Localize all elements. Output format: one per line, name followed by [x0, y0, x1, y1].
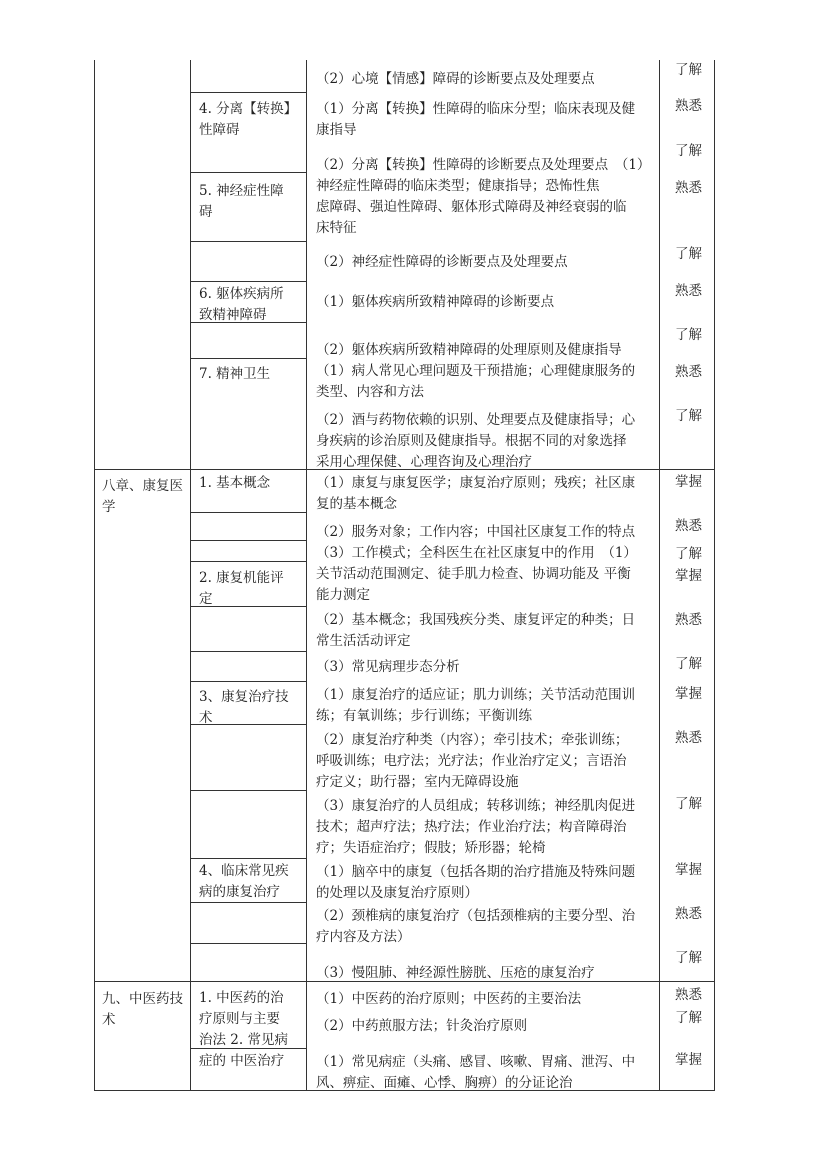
- content-item: （2）酒与药物依赖的识别、处理要点及健康指导；心 身疾病的诊治原则及健康指导。根据不同的对象选择 采用心理保健、心理咨询及心理治疗: [316, 412, 636, 470]
- section-row-divider: [190, 92, 306, 93]
- section-row-divider: [190, 358, 306, 359]
- table-border-left: [94, 60, 95, 1091]
- level-label: 熟悉: [675, 906, 702, 922]
- content-item: （2）康复治疗种类（内容）；牵引技术；牵张训练； 呼吸训练；电疗法；光疗法；作业治疗定义；言语治 疗定义；助行器；室内无障碍设施: [316, 732, 629, 790]
- section-title: 4、临床常见疾 病的康复治疗: [199, 863, 289, 900]
- level-label: 了解: [675, 246, 702, 262]
- table-border-right: [714, 60, 715, 1091]
- section-row-divider: [190, 561, 306, 562]
- level-label: 了解: [675, 62, 702, 78]
- section-title: 7. 精神卫生: [199, 366, 271, 382]
- level-label: 熟悉: [675, 98, 702, 114]
- section-row-divider: [190, 281, 306, 282]
- section-row-divider: [190, 241, 306, 242]
- section-row-divider: [190, 790, 306, 791]
- section-row-divider: [190, 172, 306, 173]
- content-item: （1）分离【转换】性障碍的临床分型；临床表现及健 康指导: [316, 101, 636, 138]
- section-row-divider: [190, 512, 306, 513]
- section-title: 4. 分离【转换】 性障碍: [199, 101, 298, 138]
- section-title: 6. 躯体疾病所 致精神障碍: [199, 286, 284, 323]
- content-item: （2）神经症性障碍的诊断要点及处理要点: [316, 254, 568, 270]
- level-label: 了解: [675, 408, 702, 424]
- level-label: 掌握: [675, 686, 702, 702]
- col-divider-1: [190, 60, 191, 1091]
- level-label: 了解: [675, 796, 702, 812]
- level-label: 掌握: [675, 862, 702, 878]
- content-item: （2）心境【情感】障碍的诊断要点及处理要点: [316, 71, 595, 87]
- section-row-divider: [190, 540, 306, 541]
- level-label: 熟悉: [675, 730, 702, 746]
- level-label: 熟悉: [675, 987, 702, 1003]
- section-title: 5. 神经症性障 碍: [199, 183, 284, 220]
- level-label: 熟悉: [675, 364, 702, 380]
- col-divider-2: [306, 60, 307, 1091]
- level-label: 了解: [675, 1010, 702, 1026]
- level-label: 掌握: [675, 568, 702, 584]
- content-item: （1）康复与康复医学；康复治疗原则；残疾；社区康 复的基本概念: [316, 475, 636, 512]
- content-item: （1）常见病症（头痛、感冒、咳嗽、胃痛、泄泻、中 风、痹症、面瘫、心悸、胸痹）的分证论治: [316, 1054, 636, 1091]
- section-title: 1. 中医药的治 疗原则与主要 治法 2. 常见病: [199, 990, 288, 1048]
- content-item: （1）中医药的治疗原则；中医药的主要治法: [316, 991, 582, 1007]
- level-label: 了解: [675, 546, 702, 562]
- level-label: 了解: [675, 327, 702, 343]
- section-title: 1. 基本概念: [199, 475, 271, 491]
- chapter-title: 八章、康复医 学: [102, 478, 183, 515]
- section-row-divider: [190, 858, 306, 859]
- content-item: （3）慢阻肺、神经源性膀胱、压疮的康复治疗: [316, 965, 595, 981]
- level-label: 了解: [675, 656, 702, 672]
- content-item: （2）颈椎病的康复治疗（包括颈椎病的主要分型、治 疗内容及方法）: [316, 908, 636, 945]
- content-item: （3）常见病理步态分析: [316, 659, 460, 675]
- section-row-divider: [190, 681, 306, 682]
- section-title: 症的 中医治疗: [199, 1053, 285, 1069]
- level-label: 掌握: [675, 1052, 702, 1068]
- content-item: （1）康复治疗的适应证；肌力训练；关节活动范围训 练；有氧训练；步行训练；平衡训练: [316, 687, 636, 724]
- level-label: 掌握: [675, 474, 702, 490]
- section-title: 2. 康复机能评 定: [199, 570, 284, 607]
- chapter-title: 九、中医药技 术: [102, 991, 183, 1028]
- content-item: （2）中药煎服方法；针灸治疗原则: [316, 1018, 528, 1034]
- level-label: 熟悉: [675, 518, 702, 534]
- level-label: 熟悉: [675, 180, 702, 196]
- col-divider-3: [659, 60, 660, 1091]
- content-item: （2）分离【转换】性障碍的诊断要点及处理要点 （1） 神经症性障碍的临床类型；健康指导；恐怖性焦 虑障碍、强迫性障碍、躯体形式障碍及神经衰弱的临 床特征: [316, 157, 651, 236]
- content-item: （3）康复治疗的人员组成；转移训练；神经肌肉促进 技术；超声疗法；热疗法；作业治疗法；构音障碍治 疗；失语症治疗；假肢；矫形器；轮椅: [316, 798, 636, 856]
- section-row-divider: [190, 651, 306, 652]
- level-label: 熟悉: [675, 612, 702, 628]
- section-row-divider: [190, 943, 306, 944]
- content-item: （2）服务对象；工作内容；中国社区康复工作的特点 （3）工作模式；全科医生在社区康复中的作用 （1） 关节活动范围测定、徒手肌力检查、协调功能及 平衡 能力测定: [316, 524, 637, 603]
- level-label: 熟悉: [675, 283, 702, 299]
- level-label: 了解: [675, 143, 702, 159]
- content-item: （1）躯体疾病所致精神障碍的诊断要点: [316, 294, 555, 310]
- level-label: 了解: [675, 950, 702, 966]
- content-item: （2）基本概念；我国残疾分类、康复评定的种类；日 常生活活动评定: [316, 612, 636, 649]
- content-item: （1）脑卒中的康复（包括各期的治疗措施及特殊问题 的处理以及康复治疗原则）: [316, 864, 636, 901]
- content-item: （2）躯体疾病所致精神障碍的处理原则及健康指导 （1）病人常见心理问题及干预措施；心理健康服务的 类型、内容和方法: [316, 342, 636, 400]
- section-title: 3、康复治疗技 术: [199, 689, 289, 726]
